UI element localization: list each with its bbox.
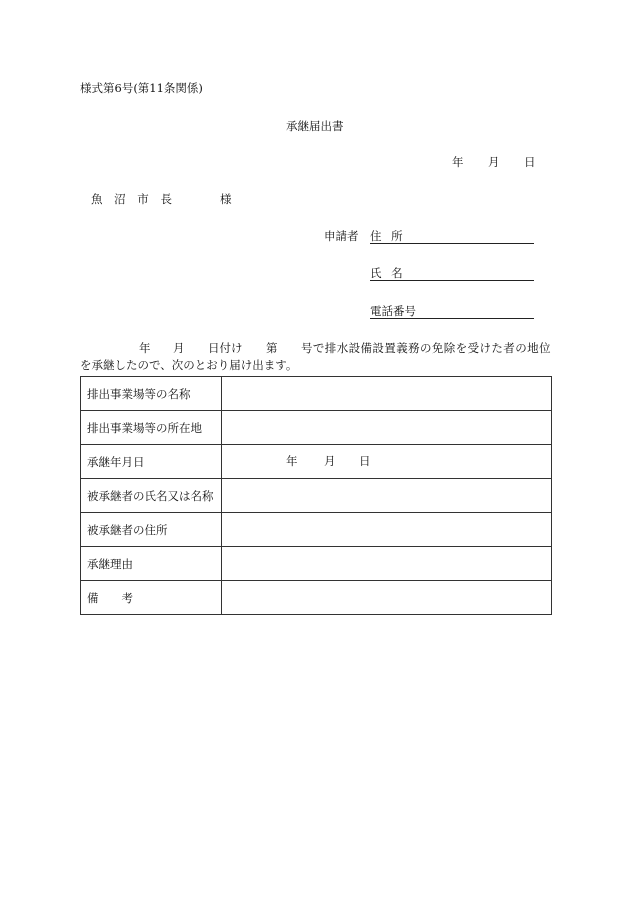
applicant-label: 申請者 (324, 229, 359, 243)
succession-month: 月 (324, 454, 336, 468)
table-row (81, 411, 552, 445)
table-row (81, 513, 552, 547)
table-row (81, 547, 552, 581)
row-label: 被承継者の氏名又は名称 (81, 479, 222, 513)
date-day: 日 (524, 155, 536, 169)
applicant-address-label[interactable]: 住 所 (370, 229, 403, 243)
date-year: 年 (452, 155, 464, 169)
row-value[interactable] (222, 411, 552, 445)
row-label: 排出事業場等の名称 (81, 377, 222, 411)
row-value[interactable] (222, 479, 552, 513)
succession-date-cell[interactable] (222, 445, 552, 479)
phone-underline[interactable] (370, 318, 534, 319)
succession-year: 年 (286, 454, 298, 468)
table-row (81, 377, 552, 411)
row-label: 承継年月日 (81, 445, 222, 479)
table-row (81, 445, 552, 479)
addressee-honorific: 様 (220, 192, 232, 206)
body-dai: 第 (266, 341, 278, 355)
row-label: 承継理由 (81, 547, 222, 581)
body-year: 年 (139, 341, 151, 355)
form-number: 様式第6号(第11条関係) (80, 81, 203, 95)
row-label: 被承継者の住所 (81, 513, 222, 547)
applicant-name-label[interactable]: 氏 名 (370, 266, 403, 280)
body-day-dated: 日付け (208, 341, 243, 355)
body-line2: を承継したので、次のとおり届け出ます。 (80, 358, 298, 372)
date-month: 月 (488, 155, 500, 169)
document-title: 承継届出書 (286, 119, 344, 133)
succession-table (80, 376, 552, 615)
row-value[interactable] (222, 547, 552, 581)
table-row (81, 581, 552, 615)
addressee-name: 魚 沼 市 長 (91, 192, 172, 206)
row-label: 備 考 (81, 581, 222, 615)
address-underline[interactable] (370, 243, 534, 244)
name-underline[interactable] (370, 280, 534, 281)
row-label: 排出事業場等の所在地 (81, 411, 222, 445)
body-line1-rest: 号で排水設備設置義務の免除を受けた者の地位 (301, 341, 551, 355)
row-value[interactable] (222, 377, 552, 411)
row-value[interactable] (222, 581, 552, 615)
succession-day: 日 (359, 454, 371, 468)
table-row (81, 479, 552, 513)
applicant-phone-label[interactable]: 電話番号 (370, 304, 416, 318)
body-month: 月 (173, 341, 185, 355)
row-value[interactable] (222, 513, 552, 547)
